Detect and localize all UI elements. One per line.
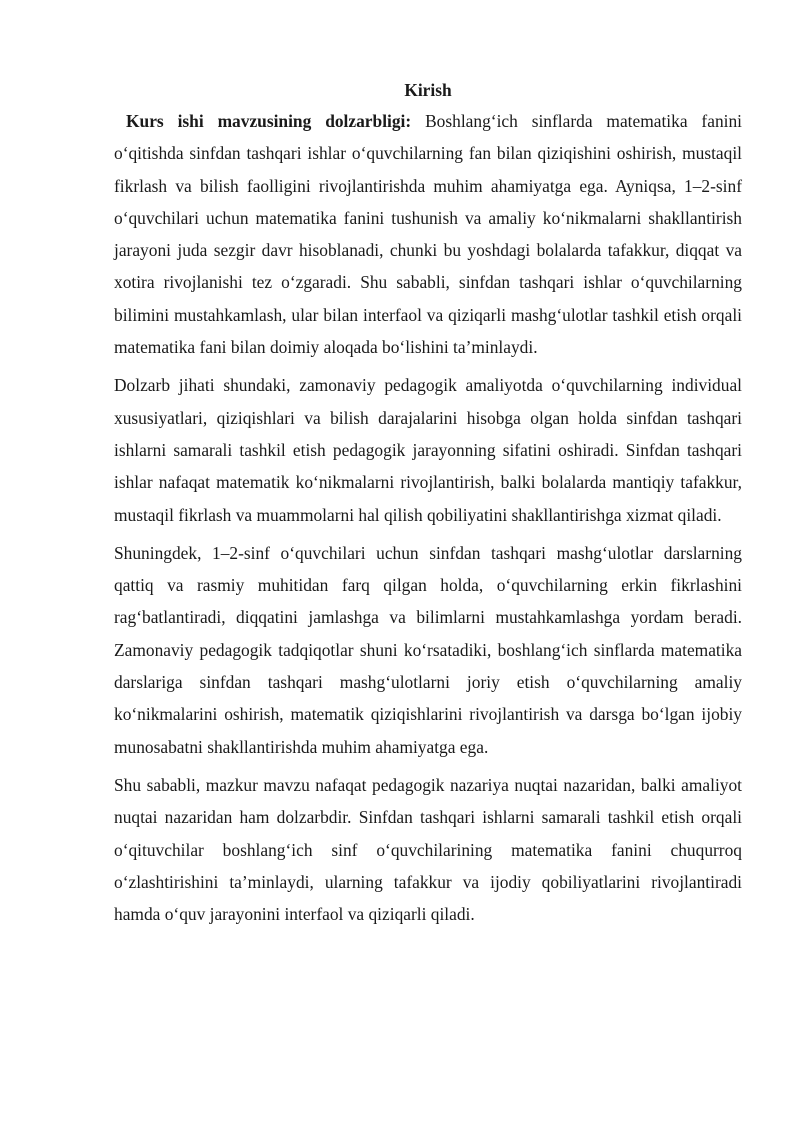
paragraph-conclusion: Shu sababli, mazkur mavzu nafaqat pedagogik nazariya nuqtai nazaridan, balki amaliyot nuqtai nazaridan ham dolzarbdir. Sinfdan tashqari ishlarni samarali tashkil etish orqali o‘qituvchilar boshlang‘ich sinf o‘quvchilarining matematika fanini chuqurroq o‘zlashtirishini ta’minlaydi, ularning tafakkur va ijodiy qobiliyatlarini rivojlantiradi hamda o‘quv jarayonini interfaol va qiziqarli qiladi. (114, 774, 742, 925)
paragraph-lead: Kurs ishi mavzusining dolzarbligi: (126, 111, 412, 131)
paragraph-extracurricular: Shuningdek, 1–2-sinf o‘quvchilari uchun sinfdan tashqari mashg‘ulotlar darslarning qattiq va rasmiy muhitidan farq qilgan holda, o‘quvchilarning erkin fikrlashini rag‘batlantiradi, diqqatini jamlashga va bilimlarni mustahkamlashga yordam beradi. Zamonaviy pedagogik tadqiqotlar shuni ko‘rsatadiki, boshlang‘ich sinflarda matematika darslariga sinfdan tashqari mashg‘ulotlarni joriy etish o‘quvchilarning amaliy ko‘nikmalarini oshirish, matematik qiziqishlarini rivojlantirish va darsga bo‘lgan ijobiy munosabatni shakllantirishda muhim ahamiyatga ega. (114, 542, 742, 757)
paragraph-relevance (114, 105, 742, 363)
paragraph-relevance-aspect: Dolzarb jihati shundaki, zamonaviy pedagogik amaliyotda o‘quvchilarning individual xususiyatlari, qiziqishlari va bilish darajalarini hisobga olgan holda sinfdan tashqari ishlarni samarali tashkil etish pedagogik jarayonning sifatini oshiradi. Sinfdan tashqari ishlar nafaqat matematik ko‘nikmalarni rivojlantirish, balki bolalarda mantiqiy tafakkur, mustaqil fikrlash va muammolarni hal qilish qobiliyatini shakllantirishga xizmat qiladi. (114, 375, 742, 525)
document-page (114, 75, 742, 936)
section-title: Kirish (404, 80, 452, 100)
paragraph-text: Boshlang‘ich sinflarda matematika fanini o‘qitishda sinfdan tashqari ishlar o‘quvchilarning fan bilan qiziqishini oshirish, mustaqil fikrlash va bilish faolligini rivojlantirishda muhim ahamiyatga ega. Ayniqsa, 1–2-sinf o‘quvchilari uchun matematika fanini tushunish va amaliy ko‘nikmalarni shakllantirish jarayoni juda sezgir davr hisoblanadi, chunki bu yoshdagi bolalarda tafakkur, diqqat va xotira rivojlanishi tez o‘zgaradi. Shu sababli, sinfdan tashqari ishlar o‘quvchilarning bilimini mustahkamlash, ular bilan interfaol va qiziqarli mashg‘ulotlar tashkil etish orqali matematika fani bilan doimiy aloqada bo‘lishini ta’minlaydi. (114, 111, 742, 358)
